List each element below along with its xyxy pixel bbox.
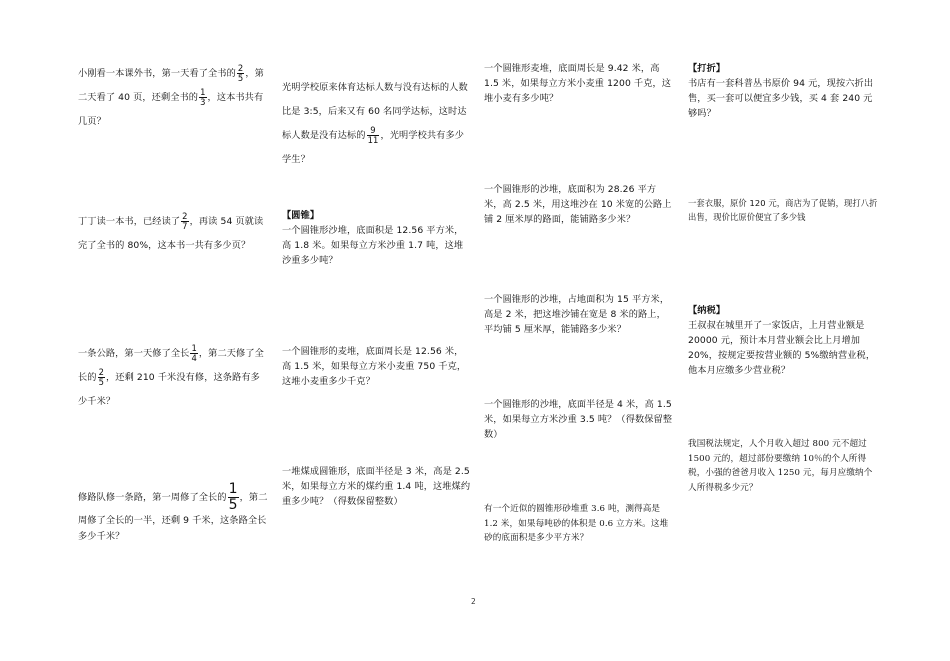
page-number: 2 — [471, 597, 476, 606]
fraction: $\frac{2}{7}$ — [182, 211, 188, 231]
problem-c4-4: 我国税法规定，人个月收入超过 800 元不超过 1500 元的，超过部份要缴纳 10％的个人所得税，小强的爸爸月收入 1250 元，每月应缴纳个人所得税多少元？ — [688, 439, 873, 493]
problem-c3-5: 有一个近似的圆锥形砂堆重 3.6 吨，测得高是 1.2 米，如果每吨砂的体积是 0.6 立方米。这堆砂的底面积是多少平方米？ — [484, 504, 669, 543]
fraction: $\frac{1}{3}$ — [200, 87, 206, 107]
section-heading: 【打折】 — [688, 63, 726, 74]
problem-c2-2: 【圆锥】 一个圆锥形沙堆，底面积是 12.56 平方米，高 1.8 米。如果每立方米沙重 1.7 吨，这堆沙重多少吨？ — [282, 208, 472, 268]
fraction: $\frac{2}{5}$ — [98, 367, 105, 387]
problem-c1-4: 修路队修一条路，第一周修了全长的 $\frac{1}{5}$ ，第二周修了全长的一半，还剩 9 千米，这条路全长多少千米？ — [78, 481, 268, 542]
fraction: $\frac{2}{5}$ — [237, 63, 244, 83]
problem-c3-1: 一个圆锥形麦堆，底面周长是 9.42 米，高 1.5 米，如果每立方米小麦重 1200 千克，这堆小麦有多少吨？ — [484, 63, 672, 104]
problem-c4-1: 【打折】 书店有一套科普丛书原价 94 元，现按六折出售，买一套可以便宜多少钱，买 4 套 240 元够吗？ — [688, 61, 878, 121]
problem-c3-3: 一个圆锥形的沙堆，占地面积为 15 平方米，高是 2 米，把这堆沙铺在宽是 8 米的路上，平均铺 5 厘米厚，能铺路多少米？ — [484, 294, 670, 335]
problem-c2-3: 一个圆锥形的麦堆，底面周长是 12.56 米，高 1.5 米，如果每立方米小麦重 750 千克，这堆小麦重多少千克？ — [282, 346, 467, 387]
problem-c1-3: 一条公路，第一天修了全长 $\frac{1}{4}$ ，第二天修了全长的 $\frac{2}{5}$ ，还剩 210 千米没有修，这条路有多少千米？ — [78, 343, 264, 407]
fraction: $\frac{1}{4}$ — [191, 343, 197, 363]
problem-c2-4: 一堆煤成圆锥形，底面半径是 3 米，高是 2.5 米，如果每立方米的煤约重 1.4 吨，这堆煤约重多少吨？（得数保留整数） — [282, 466, 471, 507]
fraction: $\frac{1}{5}$ — [228, 481, 238, 513]
fraction: $\frac{9}{11}$ — [367, 125, 379, 145]
problem-c3-2: 一个圆锥形的沙堆，底面积为 28.26 平方米，高 2.5 米，用这堆沙在 10 米宽的公路上铺 2 厘米厚的路面，能铺路多少米？ — [484, 184, 672, 225]
problem-c1-2: 丁丁读一本书，已经读了 $\frac{2}{7}$ ，再读 54 页就读完了全书的 80%，这本书一共有多少页？ — [78, 211, 264, 251]
problem-c2-1: 光明学校原来体育达标人数与没有达标的人数比是 3:5，后来又有 60 名同学达标，这时达标人数是没有达标的 $\frac{9}{11}$ ，光明学校共有多少学生？ — [282, 82, 468, 165]
problem-c3-4: 一个圆锥形的沙堆，底面半径是 4 米，高 1.5 米，如果每立方米沙重 3.5 吨？（得数保留整数） — [484, 399, 673, 440]
problem-c1-1: 小刚看一本课外书，第一天看了全书的 $\frac{2}{5}$ ，第二天看了 40 页，还剩全书的 $\frac{1}{3}$ ，这本书共有几页？ — [78, 63, 264, 127]
problem-c4-3: 【纳税】 王叔叔在城里开了一家饭店，上月营业额是 20000 元，预计本月营业额会比上月增加 20%，按规定要按营业额的 5%缴纳营业税，他本月应缴多少营业税？ — [688, 303, 878, 378]
problem-c4-2: 一套衣服，原价 120 元，商店为了促销，现打八折出售，现价比原价便宜了多少钱 — [688, 198, 878, 222]
section-heading: 【纳税】 — [688, 305, 726, 316]
section-heading: 【圆锥】 — [282, 210, 320, 221]
